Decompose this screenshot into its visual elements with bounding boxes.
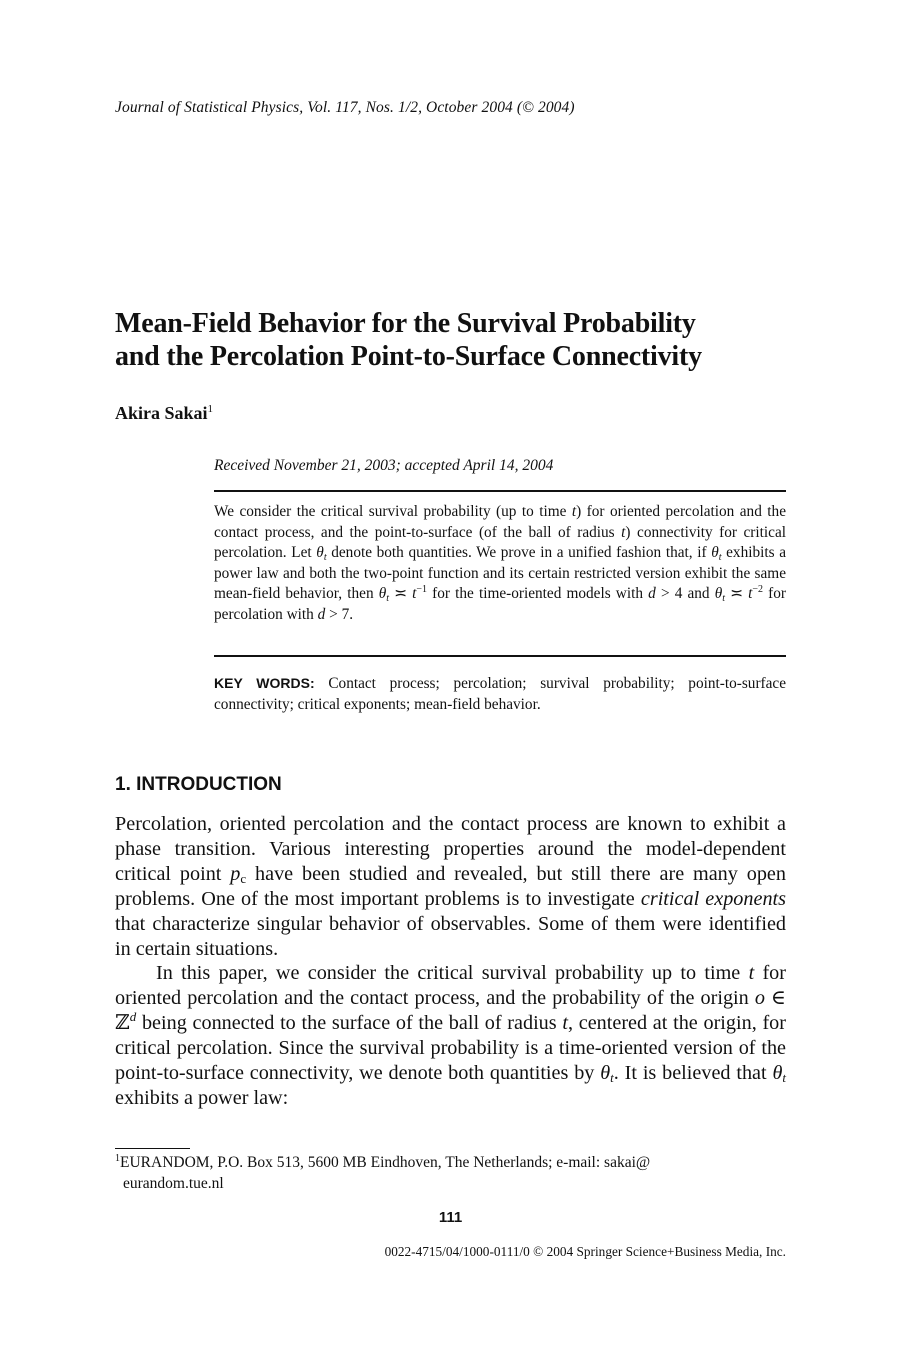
footnote-text: EURANDOM, P.O. Box 513, 5600 MB Eindhoven, The Netherlands; e-mail: sakai@ — [120, 1154, 651, 1171]
received-dates: Received November 21, 2003; accepted April 14, 2004 — [214, 457, 554, 474]
intro-paragraph-1: Percolation, oriented percolation and the contact process are known to exhibit a phase transition. Various interesting properties around the model-dependent critical point $p_c$ have been studied and revealed, but still there are many open problems. One of the most important problems is to investigate critical exponents that characterize singular behavior of observables. Some of them were identified in certain situations. — [115, 813, 787, 960]
keywords-label: KEY WORDS: — [214, 675, 315, 691]
author-footnote-mark: 1 — [207, 403, 214, 415]
page-number: 111 — [438, 1209, 463, 1226]
footnote-mark: 1 — [115, 1153, 120, 1164]
journal-citation: Journal of Statistical Physics, Vol. 117, Nos. 1/2, October 2004 (© 2004) — [115, 99, 575, 116]
author-name — [115, 403, 213, 424]
keywords — [214, 673, 786, 715]
title-line-1: Mean-Field Behavior for the Survival Probability — [115, 308, 696, 339]
intro-paragraph-2: In this paper, we consider the critical survival probability up to time t for oriented percolation and the contact process, and the probability of the origin o ∈ ℤ$^d$ being connected to the surface of the ball of radius t, centered at the origin, for critical percolation. Since the survival probability is a time-oriented version of the point-to-surface connectivity, we denote both quantities by $\theta_t$. It is believed that $\theta_t$ exhibits a power law: — [115, 962, 787, 1109]
footnote-text-continued: eurandom.tue.nl — [123, 1175, 224, 1192]
abstract-top-rule — [214, 490, 786, 492]
paper-title — [115, 307, 815, 373]
section-heading-introduction: 1. INTRODUCTION — [115, 774, 282, 795]
abstract-bottom-rule — [214, 655, 786, 657]
footnote-rule — [115, 1148, 190, 1149]
keywords-text: Contact process; percolation; survival probability; point-to-surface connectivity; critical exponents; mean-field behavior. — [214, 675, 786, 713]
introduction-body — [115, 812, 786, 1111]
author-text: Akira Sakai — [115, 403, 208, 423]
abstract: We consider the critical survival probability (up to time t) for oriented percolation and the contact process, and the point-to-surface (of the ball of radius t) connectivity for critical percolation. Let $\theta_t$ denote both quantities. We prove in a unified fashion that, if $\theta_t$ exhibits a power law and both the two-point function and its certain restricted version exhibit the same mean-field behavior, then $\theta_t$ ≍ $t^{-1}$ for the time-oriented models with d > 4 and $\theta_t$ ≍ $t^{-2}$ for percolation with d > 7. — [214, 503, 786, 623]
footnote — [115, 1152, 786, 1194]
title-line-2: and the Percolation Point-to-Surface Connectivity — [115, 341, 702, 372]
copyright-line: 0022-4715/04/1000-0111/0 © 2004 Springer Science+Business Media, Inc. — [384, 1244, 786, 1259]
